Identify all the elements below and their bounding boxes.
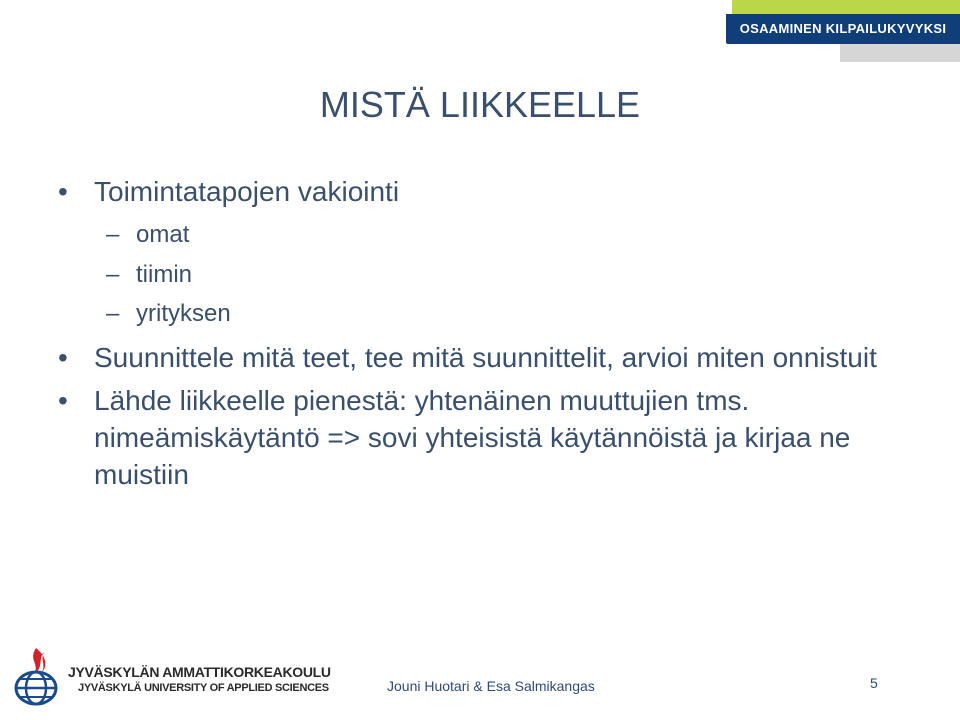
slide-content — [58, 174, 888, 500]
page-number: 5 — [870, 675, 878, 691]
jamk-flame-globe-icon — [10, 646, 62, 706]
bullet-item — [58, 340, 888, 377]
logo-main-text: JYVÄSKYLÄN AMMATTIKORKEAKOULU — [68, 664, 331, 680]
sub-item — [58, 219, 888, 251]
banner-gray-stripe — [840, 44, 960, 62]
slide-title-text: MISTÄ LIIKKEELLE — [319, 84, 641, 125]
sub-item-text: omat — [136, 220, 190, 248]
slide-title — [0, 84, 960, 126]
sub-item-text: tiimin — [136, 260, 193, 288]
footer-authors: Jouni Huotari & Esa Salmikangas — [387, 678, 595, 694]
sub-item — [58, 259, 888, 291]
sub-list — [58, 219, 888, 330]
logo-sub-text: JYVÄSKYLÄ UNIVERSITY OF APPLIED SCIENCES — [78, 682, 329, 694]
bullet-item — [58, 174, 888, 211]
banner-green-stripe — [722, 0, 960, 15]
bullet-text: Lähde liikkeelle pienestä: yhtenäinen muuttujien tms. nimeämiskäytäntö => sovi yhteisistä käytännöistä ja kirjaa ne muistiin — [94, 384, 851, 490]
bullet-item — [58, 383, 888, 494]
sub-item-text: yrityksen — [136, 300, 231, 328]
sub-item — [58, 298, 888, 330]
footer-logo — [10, 646, 331, 706]
dash-icon: – — [106, 300, 120, 328]
dash-icon: – — [106, 220, 120, 248]
bullet-text: Suunnittele mitä teet, tee mitä suunnittelit, arvioi miten onnistuit — [94, 341, 877, 373]
banner-text: OSAAMINEN KILPAILUKYVYKSI — [739, 21, 947, 36]
bullet-text: Toimintatapojen vakiointi — [94, 176, 400, 207]
header-banner — [722, 0, 960, 62]
dash-icon: – — [106, 260, 120, 288]
